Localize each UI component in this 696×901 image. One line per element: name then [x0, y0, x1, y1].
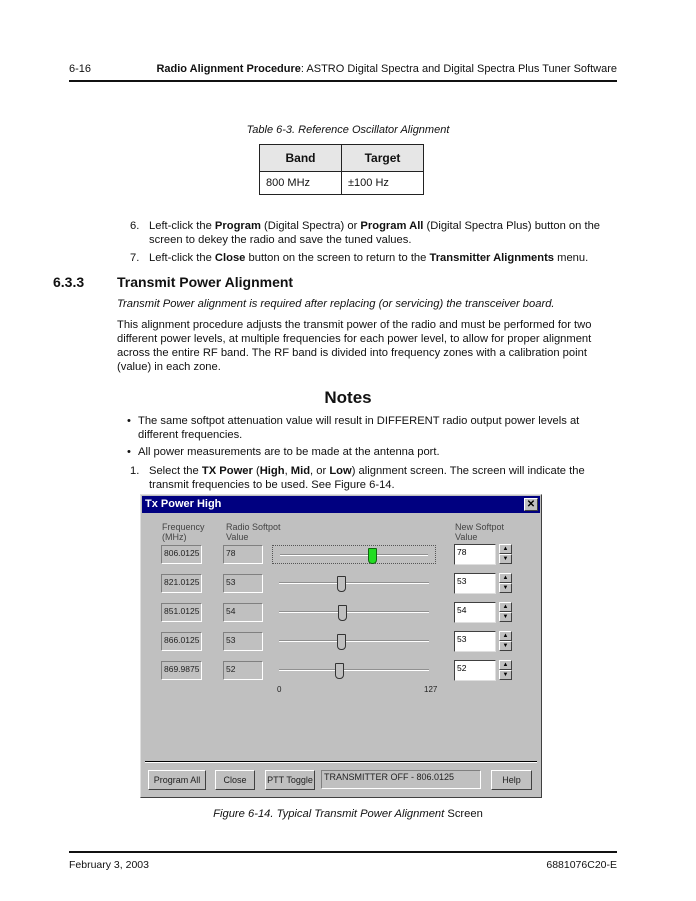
table-header-target: Target — [342, 145, 424, 172]
slider-thumb[interactable] — [338, 605, 347, 621]
table-header-row — [260, 145, 424, 172]
help-button[interactable]: Help — [491, 770, 532, 790]
slider-thumb[interactable] — [368, 548, 377, 564]
figure-caption: Figure 6-14. Typical Transmit Power Alignment Screen — [213, 808, 483, 820]
step-text: Left-click the Close button on the screen to return to the Transmitter Alignments menu. — [149, 252, 589, 264]
spin-up-icon[interactable]: ▲ — [499, 660, 512, 670]
radio-softpot-label: Radio Softpot Value — [226, 522, 281, 542]
new-value-input[interactable]: 52 — [454, 660, 496, 681]
slider-track — [279, 669, 429, 671]
slider-thumb[interactable] — [337, 576, 346, 592]
frequency-field: 851.0125 — [161, 603, 202, 622]
frequency-field: 821.0125 — [161, 574, 202, 593]
table-caption: Table 6-3. Reference Oscillator Alignment — [246, 124, 450, 136]
dialog-title: Tx Power High — [145, 498, 222, 510]
step-1 — [130, 464, 620, 492]
radio-value-field: 53 — [223, 574, 263, 593]
footer-date: February 3, 2003 — [69, 859, 149, 871]
new-softpot-label: New Softpot Value — [455, 522, 505, 542]
step-text: Left-click the Program (Digital Spectra) or Program All (Digital Spectra Plus) button on the screen to dekey the radio and save the tuned values. — [149, 220, 601, 246]
section-body: This alignment procedure adjusts the transmit power of the radio and must be performed for two different power levels, at multiple frequencies for each power level, to allow for proper alignment across the entire RF band. The RF band is divided into frequency zones with a calibration point (value) in each zone. — [117, 319, 592, 373]
radio-value-field: 52 — [223, 661, 263, 680]
note-bullet — [127, 445, 617, 459]
softpot-slider[interactable] — [272, 632, 436, 651]
frequency-field: 866.0125 — [161, 632, 202, 651]
ptt-toggle-button[interactable]: PTT Toggle — [265, 770, 315, 790]
spin-up-icon[interactable]: ▲ — [499, 602, 512, 612]
step-number: 6. — [130, 220, 140, 232]
note-text: All power measurements are to be made at the antenna port. — [138, 446, 440, 458]
value-spinner[interactable] — [499, 602, 512, 623]
spin-down-icon[interactable]: ▼ — [499, 583, 512, 593]
page-number: 6-16 — [69, 63, 92, 75]
step-6 — [130, 219, 620, 247]
value-spinner[interactable] — [499, 631, 512, 652]
bullet-dot: • — [127, 415, 131, 427]
section-title: Transmit Power Alignment — [117, 274, 294, 290]
spin-down-icon[interactable]: ▼ — [499, 641, 512, 651]
table-cell-target: ±100 Hz — [342, 172, 424, 195]
running-header-rest: : ASTRO Digital Spectra and Digital Spectra Plus Tuner Software — [300, 63, 617, 75]
value-spinner[interactable] — [499, 544, 512, 565]
spin-up-icon[interactable]: ▲ — [499, 631, 512, 641]
transmitter-status: TRANSMITTER OFF - 806.0125 — [321, 770, 481, 789]
step-number: 7. — [130, 252, 140, 264]
step-text: Select the TX Power (High, Mid, or Low) alignment screen. The screen will indicate the transmit frequencies to be used. See Figure 6-14. — [149, 465, 585, 491]
slider-track — [280, 554, 428, 556]
header-rule — [69, 80, 617, 82]
slider-track — [279, 640, 429, 642]
section-number: 6.3.3 — [53, 274, 85, 290]
note-bullet — [127, 414, 617, 442]
softpot-slider[interactable] — [272, 545, 436, 564]
notes-title: Notes — [324, 388, 372, 407]
new-value-input[interactable]: 53 — [454, 573, 496, 594]
radio-value-field: 54 — [223, 603, 263, 622]
value-spinner[interactable] — [499, 573, 512, 594]
new-value-input[interactable]: 78 — [454, 544, 496, 565]
frequency-field: 869.9875 — [161, 661, 202, 680]
slider-thumb[interactable] — [337, 634, 346, 650]
close-button[interactable]: Close — [215, 770, 255, 790]
frequency-label: Frequency (MHz) — [162, 522, 205, 542]
spin-up-icon[interactable]: ▲ — [499, 573, 512, 583]
radio-value-field: 78 — [223, 545, 263, 564]
dialog-titlebar[interactable] — [142, 496, 540, 513]
spin-down-icon[interactable]: ▼ — [499, 554, 512, 564]
footer-doc-number: 6881076C20-E — [546, 859, 617, 871]
close-icon[interactable]: ✕ — [524, 498, 538, 511]
bullet-dot: • — [127, 446, 131, 458]
softpot-slider[interactable] — [272, 574, 436, 593]
reference-oscillator-table — [259, 144, 424, 195]
tx-power-dialog — [140, 494, 542, 798]
softpot-slider[interactable] — [272, 661, 436, 680]
new-value-input[interactable]: 53 — [454, 631, 496, 652]
running-header-bold: Radio Alignment Procedure — [156, 63, 301, 75]
value-spinner[interactable] — [499, 660, 512, 681]
slider-min-label: 0 — [277, 685, 282, 694]
slider-max-label: 127 — [424, 685, 438, 694]
running-header — [156, 63, 617, 75]
table-row — [260, 172, 424, 195]
program-all-button[interactable]: Program All — [148, 770, 206, 790]
table-header-band: Band — [260, 145, 342, 172]
spin-down-icon[interactable]: ▼ — [499, 670, 512, 680]
new-value-input[interactable]: 54 — [454, 602, 496, 623]
step-7 — [130, 251, 620, 265]
section-intro: Transmit Power alignment is required after replacing (or servicing) the transceiver board. — [117, 298, 555, 310]
softpot-slider[interactable] — [272, 603, 436, 622]
slider-track — [279, 582, 429, 584]
dialog-separator — [145, 761, 537, 763]
radio-value-field: 53 — [223, 632, 263, 651]
step-number: 1. — [130, 465, 140, 477]
spin-up-icon[interactable]: ▲ — [499, 544, 512, 554]
table-cell-band: 800 MHz — [260, 172, 342, 195]
slider-thumb[interactable] — [335, 663, 344, 679]
slider-track — [279, 611, 429, 613]
spin-down-icon[interactable]: ▼ — [499, 612, 512, 622]
note-text: The same softpot attenuation value will result in DIFFERENT radio output power levels at different frequencies. — [138, 415, 580, 441]
frequency-field: 806.0125 — [161, 545, 202, 564]
footer-rule — [69, 851, 617, 853]
